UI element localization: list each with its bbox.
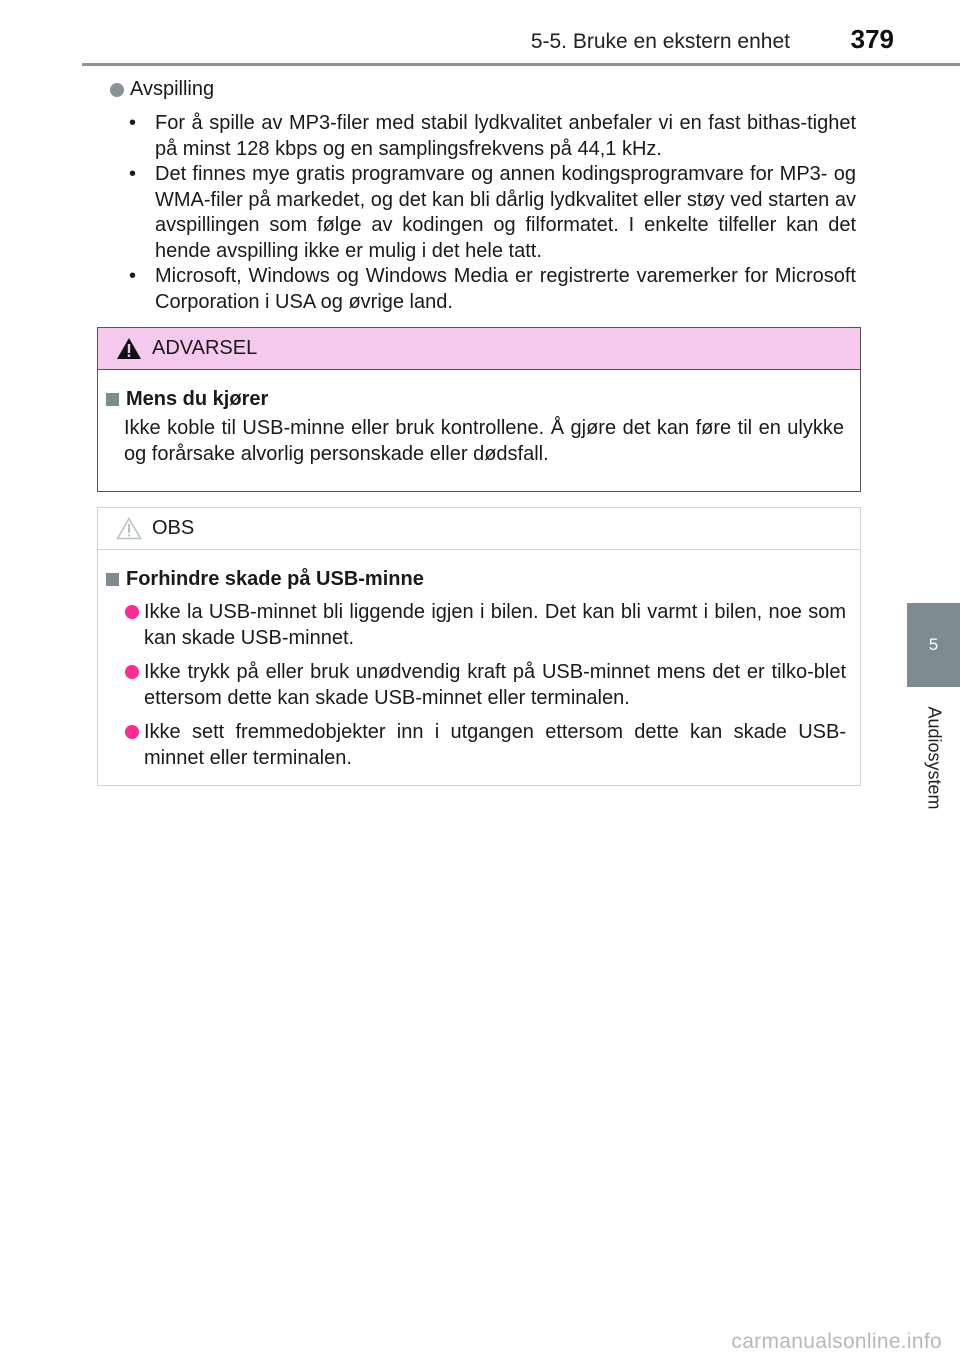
notice-label: OBS [152,517,195,539]
page-header [0,0,960,66]
square-bullet-icon [106,573,119,586]
bullet-dot-icon [110,83,124,97]
notice-body [98,550,860,771]
notice-header [98,508,860,550]
list-item-text: Det finnes mye gratis programvare og annen kodingsprogramvare for MP3- og WMA-filer på markedet, og det kan bli dårlig lydkvalitet eller støy ved starten av avspillingen som følge av kodingen og filformatet. I enkelte tilfeller kan det hende avspilling ikke er mulig i det hele tatt. [155,163,856,262]
warning-title-text: Mens du kjører [126,388,269,410]
list-item-text: Ikke sett fremmedobjekter inn i utgangen ettersom dette kan skade USB-minnet eller terminalen. [144,721,846,769]
list-item [106,719,846,771]
chapter-number: 5 [928,635,939,654]
bullet-icon: • [129,163,137,185]
bullet-dot-icon [125,725,139,739]
list-item [128,264,856,315]
playback-heading-text: Avspilling [130,78,215,100]
caution-triangle-icon [116,517,142,540]
warning-label: ADVARSEL [152,337,258,359]
bullet-icon: • [129,112,137,134]
square-bullet-icon [106,393,119,406]
list-item-text: Microsoft, Windows og Windows Media er registrerte varemerker for Microsoft Corporation i USA og øvrige land. [155,265,856,313]
section-title: 5-5. Bruke en ekstern enhet [530,30,790,53]
list-item-text: Ikke trykk på eller bruk unødvendig kraft på USB-minnet mens det er tilko-blet ettersom dette kan skade USB-minnet eller terminalen. [144,661,846,709]
bullet-dot-icon [125,665,139,679]
warning-body [98,370,860,467]
chapter-label: Audiosystem [924,706,945,810]
warning-triangle-icon [116,337,142,360]
notice-title [106,568,846,591]
list-item [128,162,856,264]
notice-title-text: Forhindre skade på USB-minne [126,568,424,590]
list-item [106,659,846,711]
warning-header [98,328,860,370]
playback-list [128,111,856,315]
list-item-text: For å spille av MP3-filer med stabil lydkvalitet anbefaler vi en fast bithas-tighet på minst 128 kbps og en samplingsfrekvens på 44,1 kHz. [155,112,856,160]
warning-box [97,327,861,492]
warning-text: Ikke koble til USB-minne eller bruk kontrollene. Å gjøre det kan føre til en ulykke og forårsake alvorlig personskade eller dødsfall. [124,417,844,465]
bullet-icon: • [129,265,137,287]
warning-title [106,388,846,411]
list-item [128,111,856,162]
bullet-dot-icon [125,605,139,619]
list-item [106,599,846,651]
header-divider [82,63,960,66]
chapter-tab[interactable] [907,603,960,687]
page-number: 379 [850,24,894,54]
list-item-text: Ikke la USB-minnet bli liggende igjen i bilen. Det kan bli varmt i bilen, noe som kan skade USB-minnet. [144,601,846,649]
watermark: carmanualsonline.info [731,1330,942,1353]
playback-heading [110,78,214,101]
notice-box [97,507,861,786]
